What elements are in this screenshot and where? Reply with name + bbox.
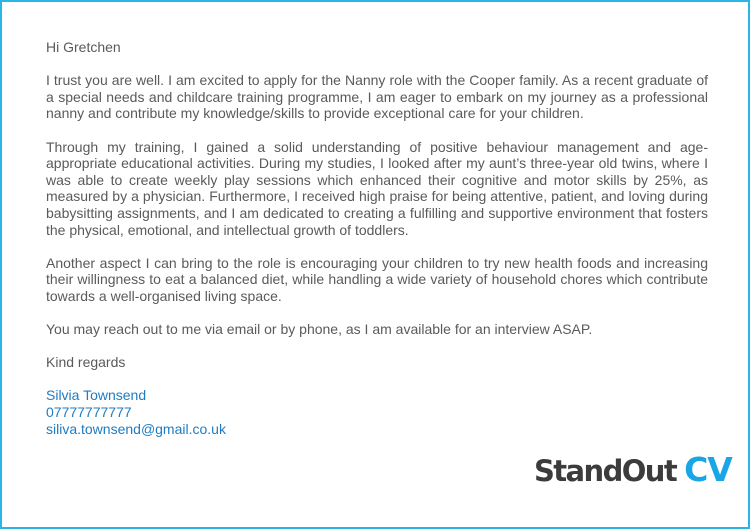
letter-body bbox=[46, 39, 708, 437]
standout-cv-logo bbox=[534, 452, 732, 489]
signature-phone: 07777777777 bbox=[46, 404, 132, 421]
paragraph-training: Through my training, I gained a solid understanding of positive behaviour management and age-appropriate educational activities. During my studies, I looked after my aunt’s three-year old twins, where I was able to create weekly play sessions which enhanced their cognitive and motor skills by 25%, as measured by a physician. Furthermore, I received high praise for being attentive, patient, and loving during babysitting assignments, and I am dedicated to creating a fulfilling and supportive environment that fosters the physical, emotional, and intellectual growth of toddlers. bbox=[46, 138, 708, 238]
closing: Kind regards bbox=[46, 354, 126, 371]
logo-cv-text: CV bbox=[684, 450, 732, 489]
logo-brand-text: StandOut bbox=[534, 454, 677, 488]
paragraph-additional: Another aspect I can bring to the role is encouraging your children to try new health foods and increasing their willingness to eat a balanced diet, while handling a wide variety of household chores which contribute towards a well-organised living space. bbox=[46, 254, 708, 304]
signature-email: siliva.townsend@gmail.co.uk bbox=[46, 420, 226, 437]
paragraph-intro: I trust you are well. I am excited to apply for the Nanny role with the Cooper family. As a recent graduate of a special needs and childcare training programme, I am eager to embark on my journey as a professional nanny and contribute my knowledge/skills to provide exceptional care for your children. bbox=[46, 72, 708, 122]
signature-block bbox=[46, 387, 708, 437]
greeting: Hi Gretchen bbox=[46, 39, 121, 55]
paragraph-contact: You may reach out to me via email or by phone, as I am available for an interview ASAP. bbox=[46, 321, 593, 338]
signature-name: Silvia Townsend bbox=[46, 387, 147, 404]
